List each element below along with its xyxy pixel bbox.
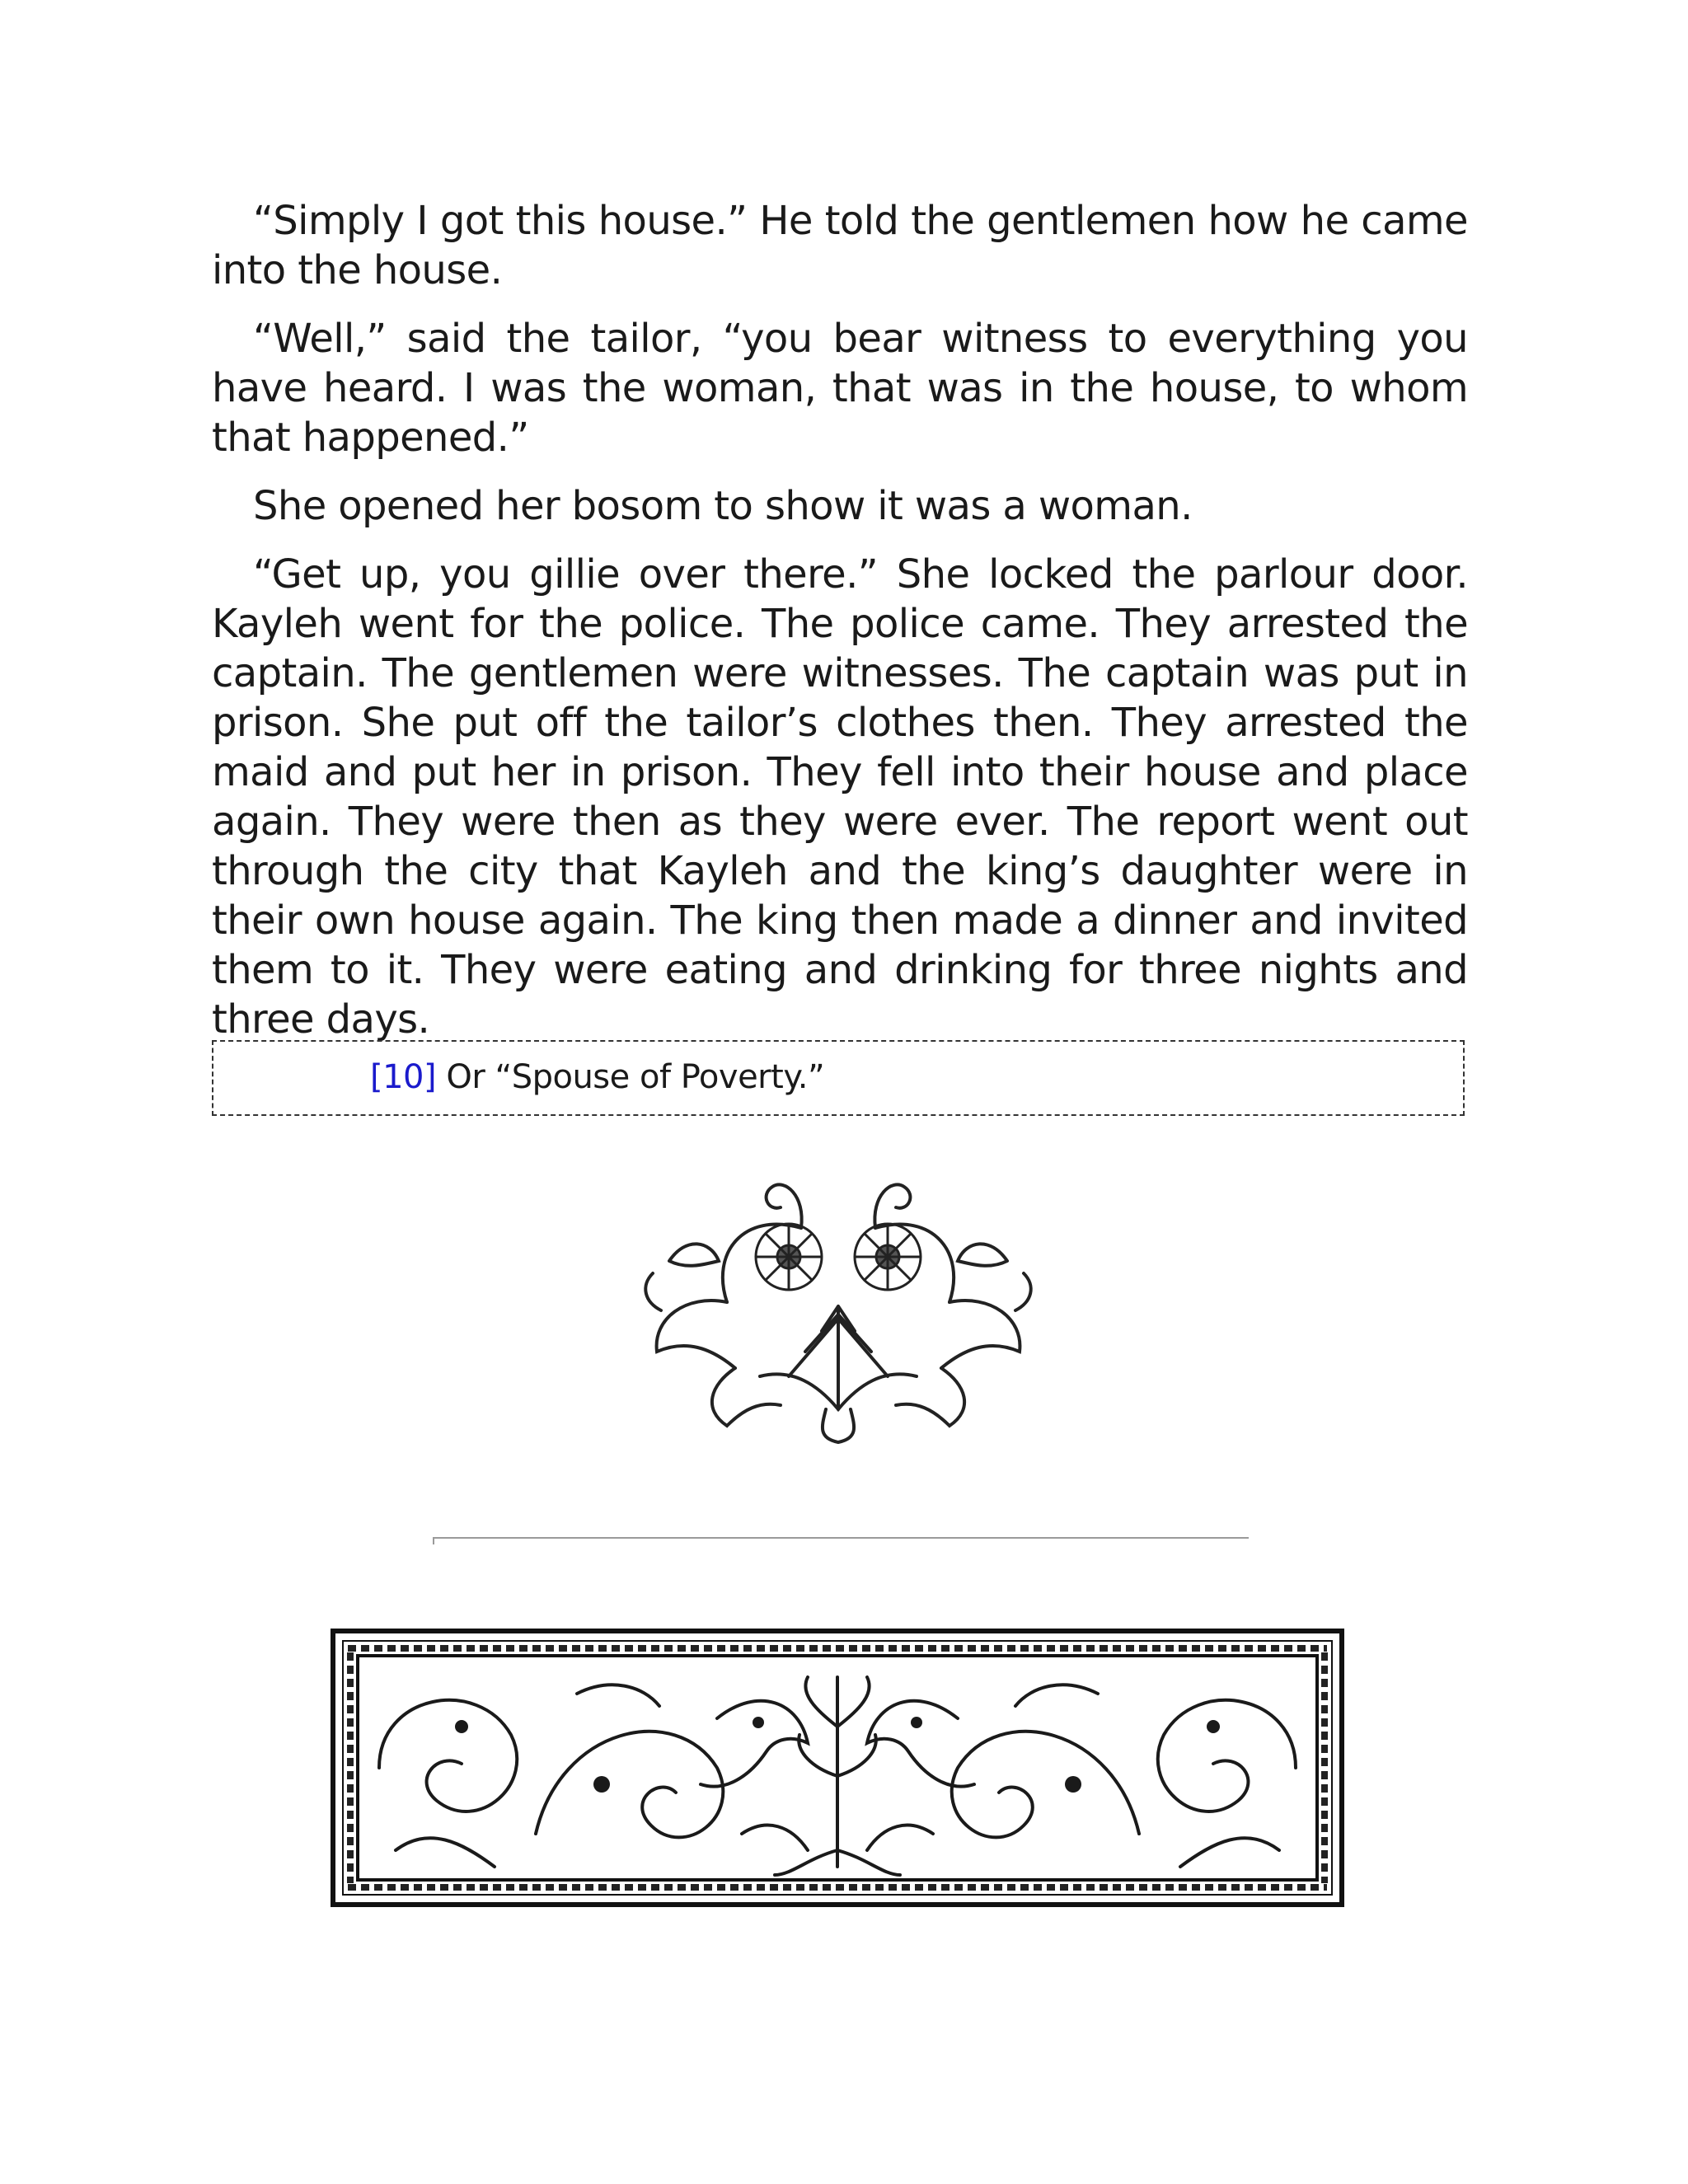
section-divider — [433, 1537, 1249, 1539]
footnote-text: Or “Spouse of Poverty.” — [446, 1058, 825, 1096]
paragraph: “Get up, you gillie over there.” She locked the parlour door. Kayleh went for the police. The police came. They arrested the captain. The gentlemen were witnesses. The captain was put in prison. She put off the tailor’s clothes then. They arrested the maid and put her in prison. They fell into their house and place again. They were then as they were ever. The report went out through the city that Kayleh and the king’s daughter were in their own house again. The king then made a dinner and invited them to it. They were eating and drinking for three nights and three days. — [212, 551, 1468, 1043]
footnote-box — [212, 1040, 1465, 1116]
dragon-scroll-banner-image — [330, 1628, 1345, 1908]
footnote-ref-link[interactable]: [10] — [370, 1058, 437, 1096]
paragraph: She opened her bosom to show it was a woman. — [253, 483, 1193, 529]
paragraph: “Simply I got this house.” He told the gentlemen how he came into the house. — [212, 198, 1468, 293]
paragraph: “Well,” said the tailor, “you bear witness to everything you have heard. I was the woman, that was in the house, to whom that happened.” — [212, 316, 1468, 461]
story-text — [212, 196, 1468, 1063]
footnote — [370, 1057, 824, 1098]
floral-ornament-image — [636, 1162, 1040, 1446]
